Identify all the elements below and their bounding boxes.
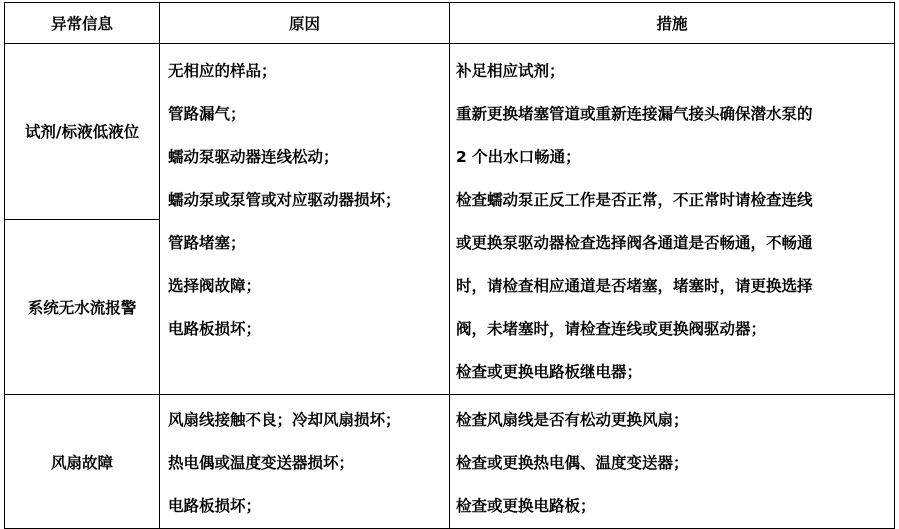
- cause-cell: [160, 44, 450, 395]
- measure-item: 补足相应试剂；: [456, 62, 565, 80]
- cause-item: 选择阀故障；: [168, 277, 262, 295]
- header-cause: 原因: [160, 3, 450, 44]
- measure-cell: [450, 395, 895, 529]
- table-row: [5, 395, 895, 529]
- cause-item: 管路漏气；: [168, 105, 246, 123]
- cause-item: 热电偶或温度变送器损坏；: [168, 454, 355, 472]
- category-low-reagent-level: 试剂/标液低液位: [5, 44, 160, 220]
- measure-item: 检查或更换电路板；: [456, 497, 596, 515]
- cause-item: 风扇线接触不良；冷却风扇损坏；: [168, 411, 401, 429]
- header-abnormal-info: 异常信息: [5, 3, 160, 44]
- cause-item: 蠕动泵或泵管或对应驱动器损坏；: [168, 191, 401, 209]
- category-no-water-flow-alarm: 系统无水流报警: [5, 219, 160, 395]
- measure-item: 时，请检查相应通道是否堵塞，堵塞时，请更换选择: [456, 277, 813, 295]
- measure-item: 或更换泵驱动器检查选择阀各通道是否畅通，不畅通: [456, 234, 813, 252]
- cause-item: 电路板损坏；: [168, 497, 262, 515]
- measure-cell: [450, 44, 895, 395]
- header-measure: 措施: [450, 3, 895, 44]
- measure-item: 阀，未堵塞时，请检查连线或更换阀驱动器；: [456, 320, 767, 338]
- category-fan-failure: 风扇故障: [5, 395, 160, 529]
- fault-table: [4, 2, 895, 529]
- cause-item: 无相应的样品；: [168, 62, 277, 80]
- cause-item: 电路板损坏；: [168, 320, 262, 338]
- cause-item: 管路堵塞；: [168, 234, 246, 252]
- header-row: [5, 3, 895, 44]
- table-row: [5, 44, 895, 220]
- cause-cell: [160, 395, 450, 529]
- measure-item: 检查或更换热电偶、温度变送器；: [456, 454, 689, 472]
- measure-item: 检查蠕动泵正反工作是否正常，不正常时请检查连线: [456, 191, 813, 209]
- cause-item: 蠕动泵驱动器连线松动；: [168, 148, 339, 166]
- measure-item: 检查或更换电路板继电器；: [456, 363, 643, 381]
- measure-item: 检查风扇线是否有松动更换风扇；: [456, 411, 689, 429]
- measure-item: 2 个出水口畅通；: [456, 148, 581, 166]
- measure-item: 重新更换堵塞管道或重新连接漏气接头确保潜水泵的: [456, 105, 813, 123]
